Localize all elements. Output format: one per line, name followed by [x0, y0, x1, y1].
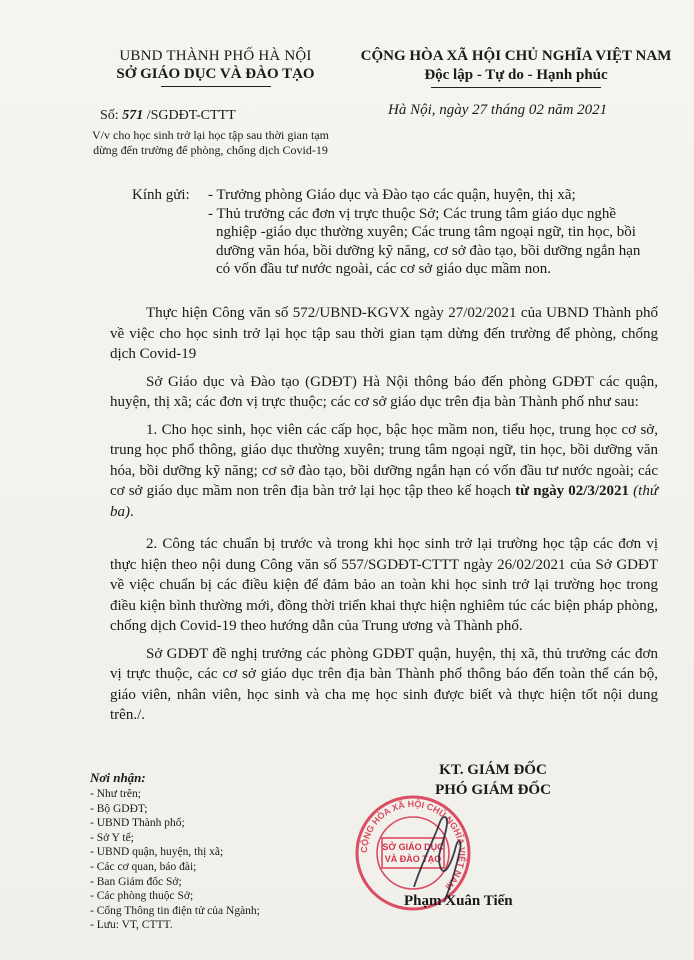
recipient-item: - Thủ trưởng các đơn vị trực thuộc Sở; Các trung tâm giáo dục nghề nghiệp -giáo dục thường xuyên; Các trung tâm ngoại ngữ, tin học, bồi dưỡng văn hóa, bồi dưỡng kỹ năng, cơ sở đào tạo, bồi dưỡng ngắn hạn có vốn đầu tư nước ngoài, các cơ sở giáo dục mầm non.	[208, 205, 641, 277]
doc-number-prefix: Số:	[100, 108, 119, 123]
recipient-list	[208, 186, 653, 279]
body-paragraph-2: Sở Giáo dục và Đào tạo (GDĐT) Hà Nội thông báo đến phòng GDĐT các quận, huyện, thị xã; các đơn vị trực thuộc; các cơ sở giáo dục trên địa bàn Thành phố như sau:	[110, 373, 658, 410]
issuer-underline	[161, 86, 271, 87]
distribution-list	[90, 770, 340, 933]
seal-center-line-2: VÀ ĐÀO TẠO	[384, 854, 442, 864]
body-paragraph-4: 2. Công tác chuẩn bị trước và trong khi học sinh trở lại trường học tập các đơn vị thực hiện theo nội dung Công văn số 557/SGDĐT-CTTT ngày 26/02/2021 của Sở GDĐT về việc chuẩn bị các điều kiện để đảm bảo an toàn khi học sinh trở lại trường học trong điều kiện bình thường mới, đồng thời triển khai thực hiện nghiêm túc các biện pháp phòng, chống dịch Covid-19 theo hướng dẫn của Trung ương và Thành phố.	[110, 536, 658, 634]
distribution-label: Nơi nhận:	[90, 770, 146, 785]
distribution-item: - Sở Y tế;	[90, 831, 134, 844]
signer-role-1: KT. GIÁM ĐỐC	[439, 762, 547, 778]
distribution-item: - Các cơ quan, báo đài;	[90, 860, 197, 873]
distribution-item: - UBND quận, huyện, thị xã;	[90, 846, 224, 859]
issuer-header	[88, 48, 343, 87]
national-header	[338, 48, 694, 88]
signer-name: Phạm Xuân Tiến	[404, 893, 513, 909]
national-motto: Độc lập - Tự do - Hạnh phúc	[424, 67, 608, 83]
seal-center-line-1: SỞ GIÁO DỤC	[382, 842, 444, 852]
kinh-gui-label: Kính gửi:	[132, 187, 190, 203]
paragraph-3-text: 1. Cho học sinh, học viên các cấp học, bậc học mầm non, tiểu học, trung học cơ sở, trung học phổ thông, giáo dục thường xuyên; trung tâm ngoại ngữ, tin học, bồi dưỡng văn hóa, bồi dưỡng kỹ năng; cơ sở đào tạo, bồi dưỡng ngắn hạn có vốn đầu tư nước ngoài; các cơ sở giáo dục mầm non trên địa bàn trở lại học tập theo kế hoạch	[110, 421, 658, 499]
seal-ring-text: CỘNG HÒA XÃ HỘI CHỦ NGHĨA VIỆT NAM	[358, 798, 468, 892]
distribution-item: - Bộ GDĐT;	[90, 802, 148, 815]
distribution-item: - Cổng Thông tin điện tử của Ngành;	[90, 904, 260, 917]
signer-role-2: PHÓ GIÁM ĐỐC	[435, 782, 551, 798]
body-paragraph-5: Sở GDĐT đề nghị trưởng các phòng GDĐT quận, huyện, thị xã, thủ trưởng các đơn vị trực thuộc, các cơ sở giáo dục trên địa bàn Thành phố thông báo đến toàn thể cán bộ, giáo viên, nhân viên, học sinh và cha mẹ học sinh được biết và thực hiện tốt nội dung trên./.	[110, 645, 658, 723]
return-weekday: (thứ ba)	[110, 483, 658, 520]
body-paragraph-3	[110, 420, 658, 523]
distribution-item: - UBND Thành phố;	[90, 817, 185, 830]
distribution-item: - Như trên;	[90, 788, 141, 800]
doc-number-suffix: /SGDĐT-CTTT	[146, 108, 236, 123]
motto-underline	[431, 87, 601, 88]
document-body	[110, 303, 658, 733]
doc-number-value: 571	[122, 108, 144, 123]
issuer-department: SỞ GIÁO DỤC VÀ ĐÀO TẠO	[116, 66, 315, 82]
issue-date: Hà Nội, ngày 27 tháng 02 năm 2021	[388, 102, 608, 118]
distribution-item: - Lưu: VT, CTTT.	[90, 919, 173, 932]
national-title: CỘNG HÒA XÃ HỘI CHỦ NGHĨA VIỆT NAM	[360, 48, 672, 64]
return-date: từ ngày 02/3/2021	[515, 483, 630, 499]
recipient-item: - Trưởng phòng Giáo dục và Đào tạo các quận, huyện, thị xã;	[208, 187, 576, 203]
subject-line: V/v cho học sinh trở lại học tập sau thời gian tạm dừng đến trường để phòng, chống dịch Covid-19	[92, 128, 329, 157]
paragraph-3-end: .	[130, 503, 134, 520]
distribution-item: - Ban Giám đốc Sở;	[90, 875, 182, 888]
distribution-item: - Các phòng thuộc Sở;	[90, 890, 194, 903]
document-number	[100, 108, 236, 124]
issuer-city: UBND THÀNH PHỐ HÀ NỘI	[119, 48, 312, 64]
body-paragraph-1: Thực hiện Công văn số 572/UBND-KGVX ngày 27/02/2021 của UBND Thành phố về việc cho học sinh trở lại học tập sau thời gian tạm dừng đến trường để phòng, chống dịch Covid-19	[110, 305, 658, 362]
